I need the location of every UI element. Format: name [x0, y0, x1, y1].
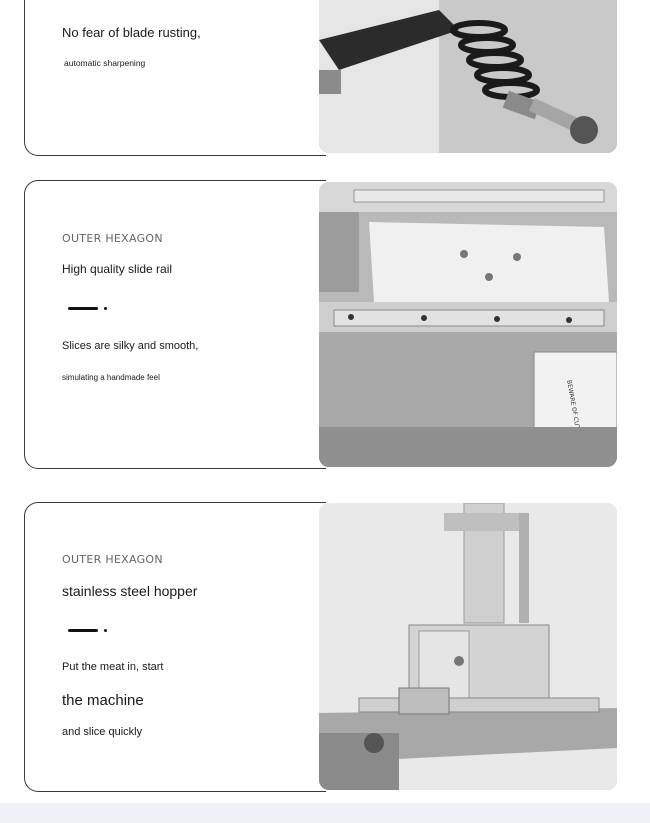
hopper-divider-dot — [104, 629, 107, 632]
rail-divider-dot — [104, 307, 107, 310]
slide-rail-illustration — [319, 182, 617, 467]
hopper-photo — [319, 503, 617, 790]
feature-card-slide-rail — [24, 180, 326, 469]
blade-line-2: automatic sharpening — [64, 58, 146, 68]
hopper-divider — [68, 629, 98, 632]
hopper-line-3: and slice quickly — [62, 726, 143, 738]
feature-card-hopper — [24, 502, 326, 792]
rail-line-2: simulating a handmade feel — [62, 373, 160, 382]
hopper-illustration — [319, 503, 617, 790]
spring-bolt-photo — [319, 0, 617, 153]
rail-divider — [68, 307, 98, 310]
hopper-eyebrow: OUTER HEXAGON — [62, 553, 163, 566]
slide-rail-photo — [319, 182, 617, 467]
rail-title: High quality slide rail — [62, 262, 173, 276]
hopper-line-2: the machine — [62, 692, 144, 709]
rail-line-1: Slices are silky and smooth, — [62, 340, 199, 352]
spring-bolt-illustration — [319, 0, 617, 153]
footer-bar — [0, 803, 650, 823]
hopper-line-1: Put the meat in, start — [62, 661, 164, 673]
hopper-title: stainless steel hopper — [62, 583, 198, 599]
blade-line-1: No fear of blade rusting, — [62, 25, 201, 40]
rail-eyebrow: OUTER HEXAGON — [62, 232, 163, 245]
feature-card-blade — [24, 0, 326, 156]
